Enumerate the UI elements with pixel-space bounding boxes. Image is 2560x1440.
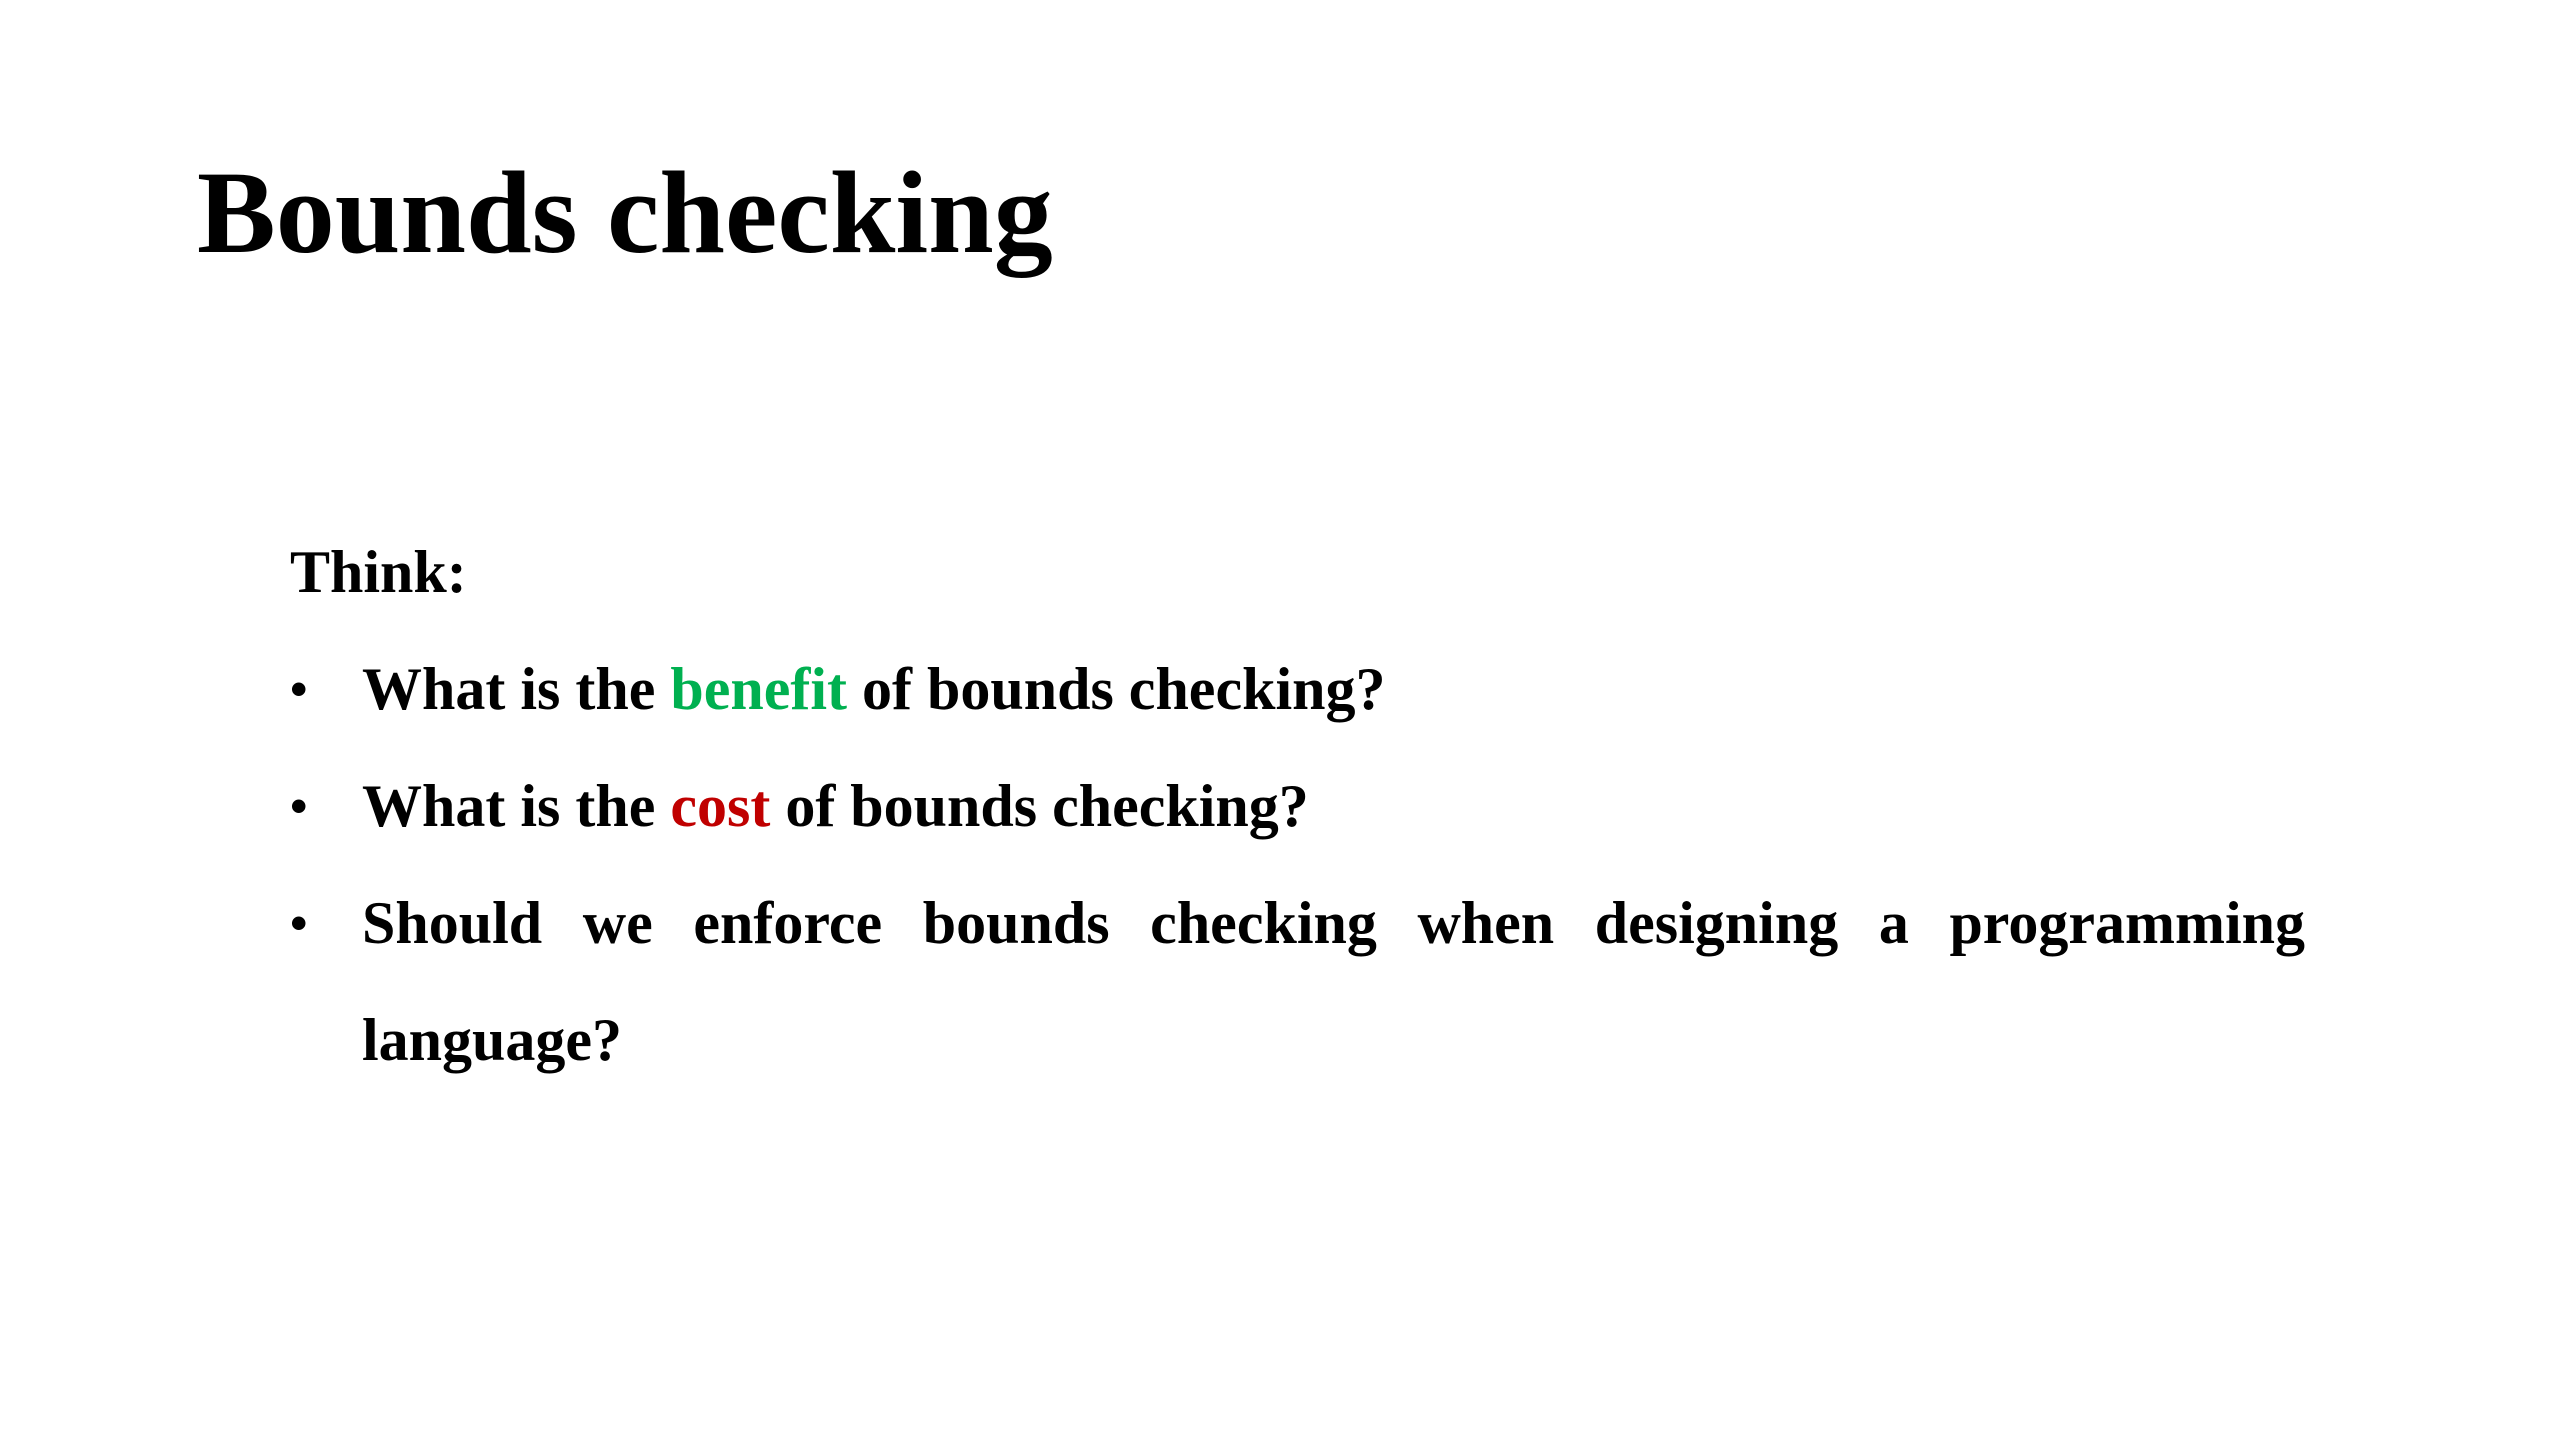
slide-body <box>290 514 2305 1099</box>
bullet-dot-icon: • <box>290 661 308 717</box>
bullet-dot-icon: • <box>290 895 308 951</box>
bullet-text-suffix: of bounds checking? <box>847 656 1386 722</box>
bullet-text-prefix: What is the <box>362 773 671 839</box>
bullet-text-prefix: What is the <box>362 656 671 722</box>
bullet-item-enforce <box>290 865 2305 1099</box>
bullet-dot-icon: • <box>290 778 308 834</box>
cost-highlight: cost <box>670 773 771 839</box>
bullet-item-cost <box>290 748 2305 865</box>
bullet-text-suffix: of bounds checking? <box>770 773 1309 839</box>
bullet-text: Should we enforce bounds checking when designing a programming language? <box>362 890 2305 1073</box>
benefit-highlight: benefit <box>670 656 847 722</box>
bullet-item-benefit <box>290 631 2305 748</box>
intro-text: Think: <box>290 539 467 605</box>
slide-title: Bounds checking <box>197 147 1053 278</box>
bullet-list <box>290 631 2305 1099</box>
